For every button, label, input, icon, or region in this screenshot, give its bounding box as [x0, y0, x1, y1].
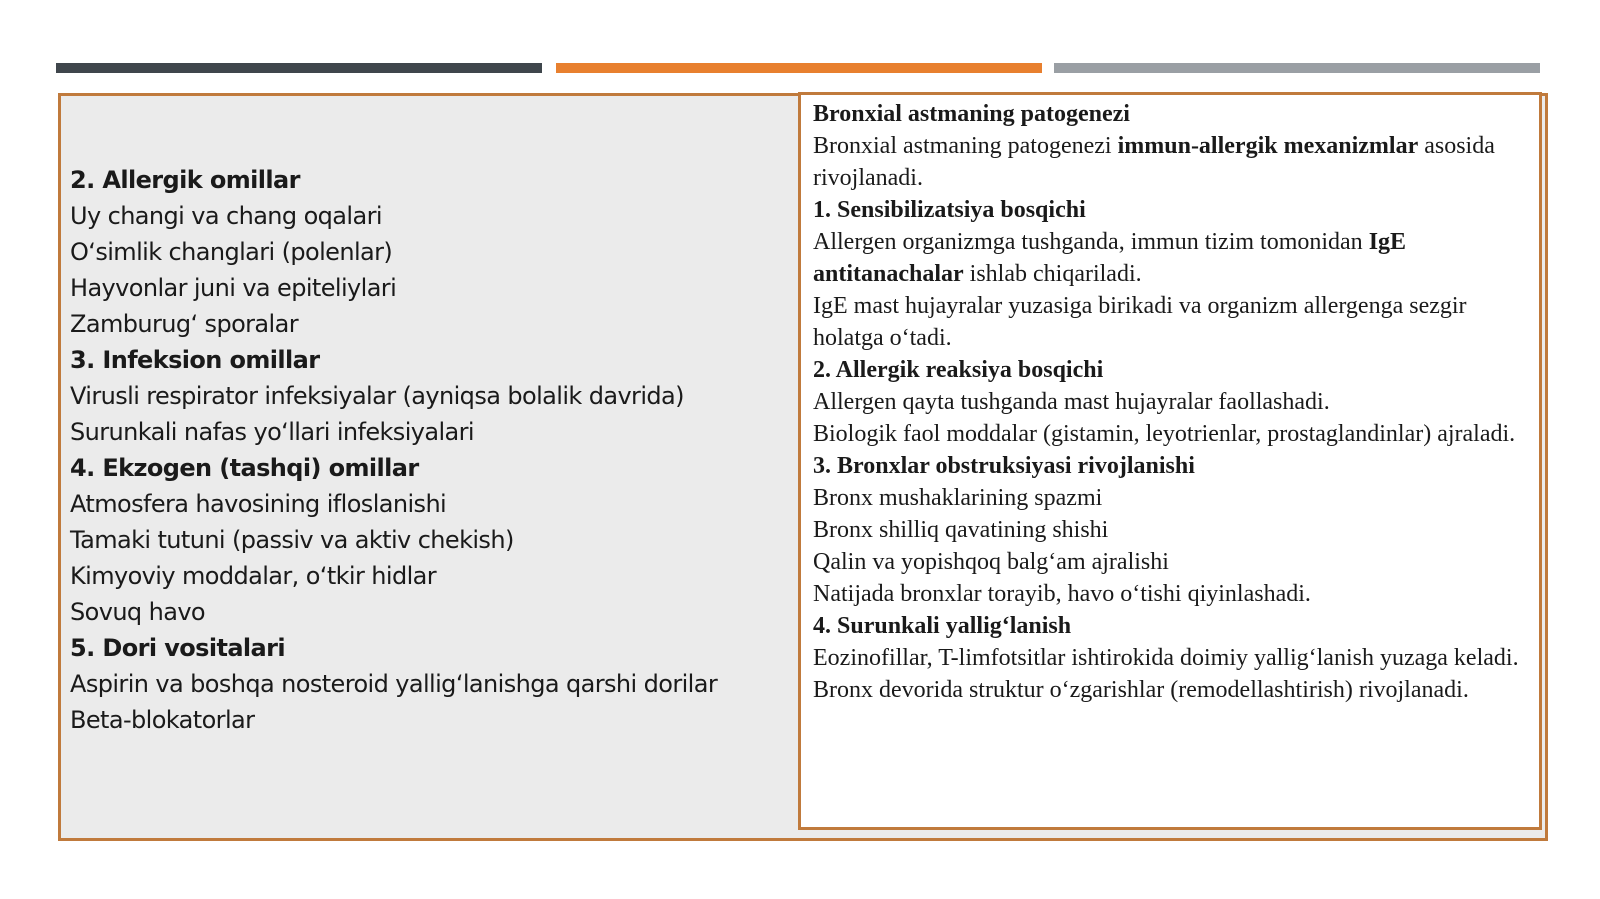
- factor-heading: 3. Infeksion omillar: [70, 346, 320, 374]
- factor-item: Aspirin va boshqa nosteroid yallig‘lanishga qarshi dorilar: [70, 670, 718, 698]
- factor-item: Tamaki tutuni (passiv va aktiv chekish): [70, 526, 514, 554]
- accent-bar-dark: [56, 63, 542, 73]
- factor-item: Surunkali nafas yo‘llari infeksiyalari: [70, 418, 474, 446]
- factor-heading: 4. Ekzogen (tashqi) omillar: [70, 454, 419, 482]
- stage-3-heading: 3. Bronxlar obstruksiyasi rivojlanishi: [813, 453, 1195, 479]
- accent-bar-gray: [1054, 63, 1540, 73]
- stage-2-paragraph-1: Allergen qayta tushganda mast hujayralar faollashadi.: [813, 389, 1330, 415]
- stage-2-heading: 2. Allergik reaksiya bosqichi: [813, 357, 1104, 383]
- factor-item: Uy changi va chang oqalari: [70, 202, 382, 230]
- stage-4-heading: 4. Surunkali yallig‘lanish: [813, 613, 1072, 639]
- stage-4-paragraph-1: Eozinofillar, T-limfotsitlar ishtirokida doimiy yallig‘lanish yuzaga keladi.: [813, 645, 1519, 671]
- stage-1-bold-text: IgE antitanachalar: [813, 229, 1407, 287]
- stage-1-heading: 1. Sensibilizatsiya bosqichi: [813, 197, 1086, 223]
- factor-item: Hayvonlar juni va epiteliylari: [70, 274, 397, 302]
- stage-3-paragraph-4: Natijada bronxlar torayib, havo o‘tishi qiyinlashadi.: [813, 581, 1311, 607]
- stage-3-paragraph-1: Bronx mushaklarining spazmi: [813, 485, 1103, 511]
- stage-3-paragraph-2: Bronx shilliq qavatining shishi: [813, 517, 1109, 543]
- factor-heading: 2. Allergik omillar: [70, 166, 300, 194]
- stage-1-paragraph-2: IgE mast hujayralar yuzasiga birikadi va organizm allergenga sezgir holatga o‘tadi.: [813, 293, 1467, 351]
- right-text-panel: [798, 92, 1542, 830]
- factor-item: Atmosfera havosining ifloslanishi: [70, 490, 447, 518]
- factor-heading: 5. Dori vositalari: [70, 634, 285, 662]
- factor-item: Kimyoviy moddalar, o‘tkir hidlar: [70, 562, 437, 590]
- stage-3-paragraph-3: Qalin va yopishqoq balg‘am ajralishi: [813, 549, 1169, 575]
- factor-item: Virusli respirator infeksiyalar (ayniqsa bolalik davrida): [70, 382, 684, 410]
- pathogenesis-title: Bronxial astmaning patogenezi: [813, 101, 1130, 127]
- stage-1-paragraph-1: [813, 226, 1529, 290]
- stage-1-text: Allergen organizmga tushganda, immun tizim tomonidan: [813, 229, 1369, 255]
- intro-text: Bronxial astmaning patogenezi: [813, 133, 1118, 159]
- stage-1-text-end: ishlab chiqariladi.: [963, 261, 1142, 287]
- factor-item: Sovuq havo: [70, 598, 206, 626]
- intro-text-end: asosida rivojlanadi.: [813, 133, 1495, 191]
- intro-bold-text: immun-allergik mexanizmlar: [1117, 133, 1419, 159]
- left-text-panel: [70, 162, 790, 738]
- stage-4-paragraph-2: Bronx devorida struktur o‘zgarishlar (remodellashtirish) rivojlanadi.: [813, 677, 1469, 703]
- accent-bar-orange: [556, 63, 1042, 73]
- stage-2-paragraph-2: Biologik faol moddalar (gistamin, leyotrienlar, prostaglandinlar) ajraladi.: [813, 421, 1516, 447]
- intro-paragraph: [813, 130, 1529, 194]
- factor-item: Zamburug‘ sporalar: [70, 310, 298, 338]
- factor-item: Beta-blokatorlar: [70, 706, 255, 734]
- factor-item: O‘simlik changlari (polenlar): [70, 238, 393, 266]
